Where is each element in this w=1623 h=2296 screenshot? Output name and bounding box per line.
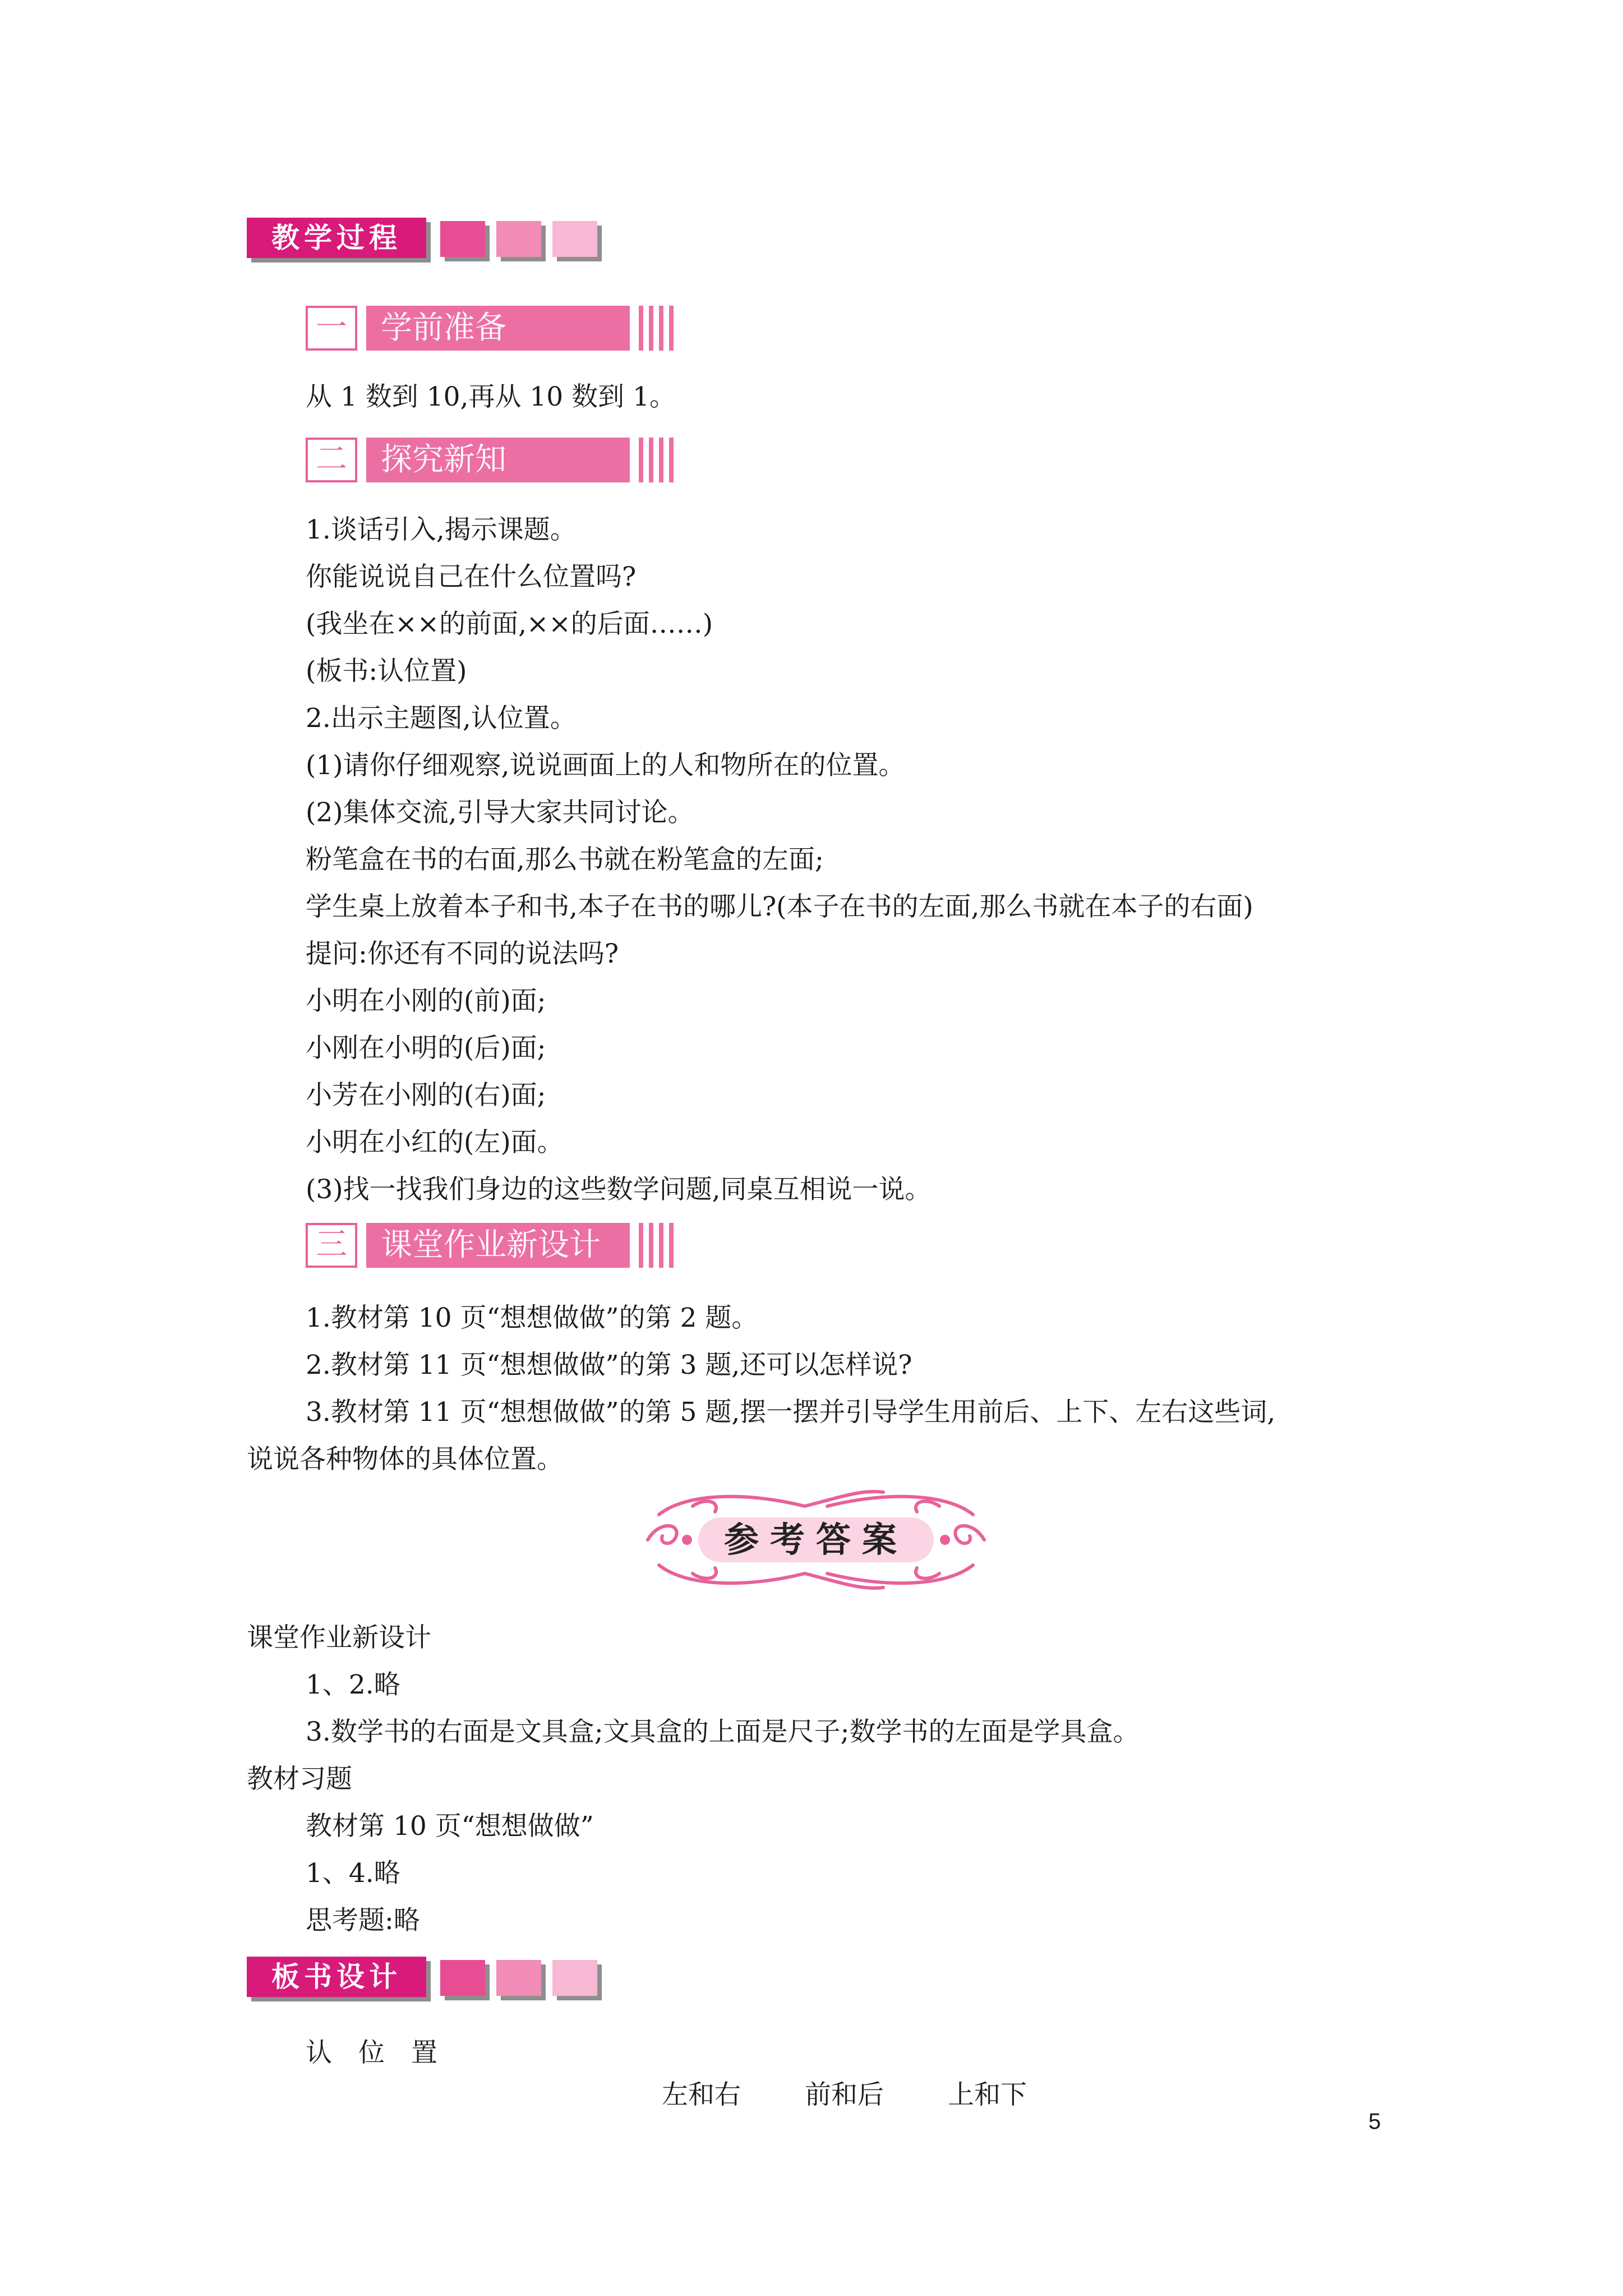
paragraph: 你能说说自己在什么位置吗? <box>306 562 637 592</box>
paragraph: (2)集体交流,引导大家共同讨论。 <box>306 797 694 828</box>
paragraph: 说说各种物体的具体位置。 <box>247 1444 563 1475</box>
paragraph: 从 1 数到 10,再从 10 数到 1。 <box>306 381 676 412</box>
section-title: 教学过程 <box>247 218 426 258</box>
decor-stripe <box>659 438 663 482</box>
paragraph: 小明在小刚的(前)面; <box>306 986 546 1016</box>
subsection-number: 一 <box>306 306 357 351</box>
board-title: 认 位 置 <box>306 2037 437 2068</box>
paragraph: (板书:认位置) <box>306 656 467 687</box>
section-title: 板书设计 <box>247 1957 426 1997</box>
answer-banner <box>637 1481 995 1596</box>
answer-banner-title: 参考答案 <box>723 1519 908 1560</box>
paragraph: 1.教材第 10 页“想想做做”的第 2 题。 <box>306 1303 758 1333</box>
decor-stripe <box>649 306 653 351</box>
subsection-header-3 <box>306 1223 676 1268</box>
paragraph: 小刚在小明的(后)面; <box>306 1033 546 1064</box>
paragraph: 教材习题 <box>247 1764 352 1795</box>
paragraph: 3.数学书的右面是文具盒;文具盒的上面是尺子;数学书的左面是学具盒。 <box>306 1717 1140 1747</box>
subsection-title: 探究新知 <box>366 438 630 482</box>
board-item: 左和右 <box>662 2079 741 2110</box>
paragraph: 小明在小红的(左)面。 <box>306 1127 564 1158</box>
paragraph: 课堂作业新设计 <box>247 1622 431 1653</box>
paragraph: (3)找一找我们身边的这些数学问题,同桌互相说一说。 <box>306 1174 932 1205</box>
decor-stripe <box>669 306 674 351</box>
decor-square <box>440 1960 485 1996</box>
decor-stripe <box>659 1223 663 1268</box>
decor-stripe <box>669 438 674 482</box>
subsection-number: 二 <box>306 438 357 482</box>
paragraph: 提问:你还有不同的说法吗? <box>306 938 619 969</box>
page-number: 5 <box>1368 2109 1381 2134</box>
paragraph: 1、4.略 <box>306 1858 400 1889</box>
paragraph: 思考题:略 <box>306 1905 420 1936</box>
board-item: 前和后 <box>805 2079 884 2110</box>
subsection-header-2 <box>306 438 676 482</box>
decor-square <box>440 221 485 257</box>
subsection-number: 三 <box>306 1223 357 1268</box>
board-item: 上和下 <box>948 2079 1027 2110</box>
paragraph: 2.出示主题图,认位置。 <box>306 703 577 734</box>
paragraph: 1、2.略 <box>306 1669 400 1700</box>
paragraph: 教材第 10 页“想想做做” <box>306 1811 594 1842</box>
paragraph: 2.教材第 11 页“想想做做”的第 3 题,还可以怎样说? <box>306 1350 912 1381</box>
decor-square <box>496 221 541 257</box>
decor-square <box>496 1960 541 1996</box>
decor-stripe <box>649 438 653 482</box>
paragraph: (1)请你仔细观察,说说画面上的人和物所在的位置。 <box>306 750 905 781</box>
decor-stripe <box>639 1223 643 1268</box>
decor-stripe <box>669 1223 674 1268</box>
paragraph: 3.教材第 11 页“想想做做”的第 5 题,摆一摆并引导学生用前后、上下、左右这些词, <box>306 1397 1276 1428</box>
decor-square <box>552 1960 597 1996</box>
decor-stripe <box>639 306 643 351</box>
decor-stripe <box>639 438 643 482</box>
paragraph: (我坐在××的前面,××的后面……) <box>306 609 713 639</box>
subsection-title: 学前准备 <box>366 306 630 351</box>
decor-square <box>552 221 597 257</box>
paragraph: 1.谈话引入,揭示课题。 <box>306 514 577 545</box>
paragraph: 学生桌上放着本子和书,本子在书的哪儿?(本子在书的左面,那么书就在本子的右面) <box>306 891 1253 922</box>
decor-stripe <box>649 1223 653 1268</box>
decor-stripe <box>659 306 663 351</box>
subsection-title: 课堂作业新设计 <box>366 1223 630 1268</box>
paragraph: 小芳在小刚的(右)面; <box>306 1080 546 1111</box>
subsection-header-1 <box>306 306 676 351</box>
paragraph: 粉笔盒在书的右面,那么书就在粉笔盒的左面; <box>306 844 824 875</box>
